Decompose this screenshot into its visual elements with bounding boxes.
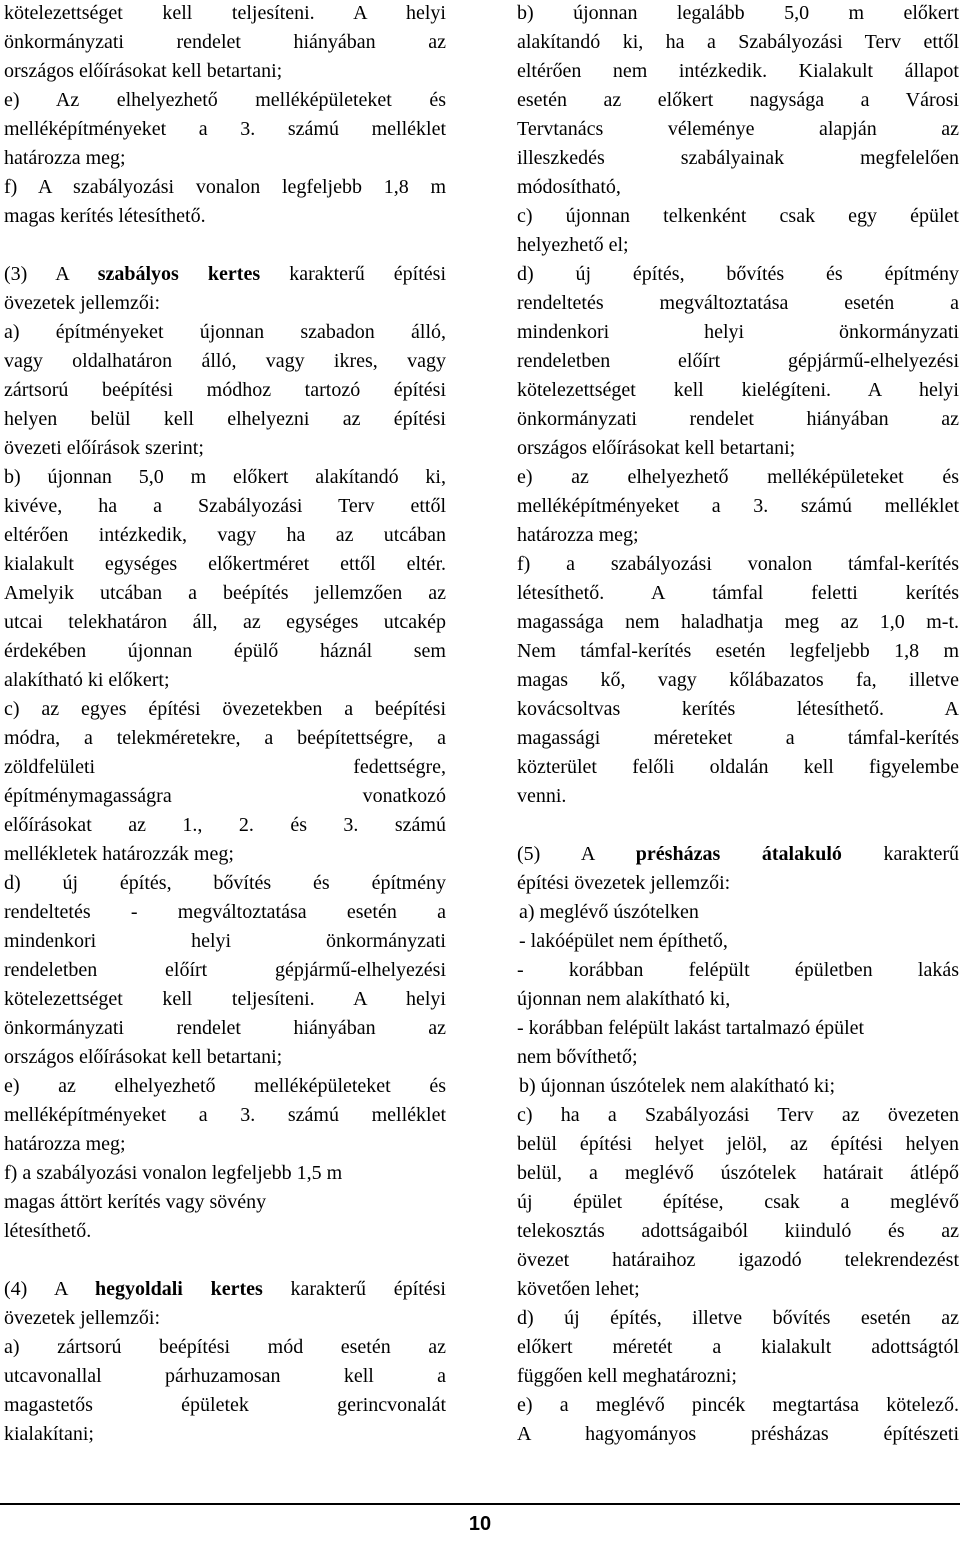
text-line: Amelyik utcában a beépítés jellemzően az	[4, 582, 446, 604]
text-line: b) újonnan 5,0 m előkert alakítandó ki,	[4, 466, 446, 488]
text-line: c) újonnan telkenként csak egy épület	[517, 205, 959, 227]
text-line: magassági méreteket a támfal-kerítés	[517, 727, 959, 749]
text-line: határozza meg;	[4, 1133, 126, 1155]
text-line: rendeltetés - megváltoztatása esetén a	[4, 901, 446, 923]
text-line: országos előírásokat kell betartani;	[4, 60, 283, 82]
text-line: a) építményeket újonnan szabadon álló,	[4, 321, 446, 343]
text-line: - lakóépület nem építhető,	[519, 930, 728, 952]
section-3-heading	[4, 261, 446, 290]
paragraph-gap	[4, 1247, 446, 1276]
text-line: e) az elhelyezhető melléképületeket és	[517, 466, 959, 488]
text-line: alakítható ki előkert;	[4, 669, 170, 691]
text-line: övezetek jellemzői:	[4, 1307, 161, 1329]
text-line: d) új építés, bővítés és építmény	[517, 263, 959, 285]
text-line: Nem támfal-kerítés esetén legfeljebb 1,8 m	[517, 640, 959, 662]
text-line: f) a szabályozási vonalon támfal-kerítés	[517, 553, 959, 575]
text-line: rendeltetés megváltoztatása esetén a	[517, 292, 959, 314]
section-3-suffix: karakterű építési	[260, 263, 446, 285]
text-line: e) a meglévő pincék megtartása kötelező.	[517, 1394, 959, 1416]
text-line: - korábban felépült lakást tartalmazó épület	[517, 1017, 865, 1039]
text-line: - korábban felépült épületben lakás	[517, 959, 959, 981]
text-line: határozza meg;	[4, 147, 126, 169]
text-line: melléképítményeket a 3. számú melléklet	[4, 118, 446, 140]
left-column	[4, 0, 446, 1450]
text-line: f) A szabályozási vonalon legfeljebb 1,8 m	[4, 176, 446, 198]
text-line: magas kerítés létesíthető.	[4, 205, 206, 227]
section-4-title: hegyoldali kertes	[95, 1278, 263, 1300]
text-line: új épület építése, csak a meglévő	[517, 1191, 959, 1213]
text-line: kivéve, ha a Szabályozási Terv ettől	[4, 495, 446, 517]
text-line: módosítható,	[517, 176, 621, 198]
text-line: rendeletben előírt gépjármű-elhelyezési	[517, 350, 959, 372]
text-line: c) az egyes építési övezetekben a beépítési	[4, 698, 446, 720]
text-line: mindenkori helyi önkormányzati	[4, 930, 446, 952]
text-line: önkormányzati rendelet hiányában az	[517, 408, 959, 430]
text-line: melléképítményeket a 3. számú melléklet	[517, 495, 959, 517]
text-line: venni.	[517, 785, 567, 807]
section-5-heading	[517, 841, 959, 870]
text-line: magassága nem haladhatja meg az 1,0 m-t.	[517, 611, 959, 633]
page-number: 10	[468, 1513, 492, 1535]
text-line: e) Az elhelyezhető melléképületeket és	[4, 89, 446, 111]
section-3-title: szabályos kertes	[97, 263, 261, 285]
text-line: önkormányzati rendelet hiányában az	[4, 31, 446, 53]
text-line: építménymagasságra vonatkozó	[4, 785, 446, 807]
text-line: előkert méretét a kialakult adottságtól	[517, 1336, 959, 1358]
text-line: b) újonnan úszótelek nem alakítható ki;	[519, 1075, 836, 1097]
text-line: önkormányzati rendelet hiányában az	[4, 1017, 446, 1039]
text-line: d) új építés, illetve bővítés esetén az	[517, 1307, 959, 1329]
text-line: eltérően nem intézkedik. Kialakult állapot	[517, 60, 959, 82]
text-line: építési övezetek jellemzői:	[517, 872, 731, 894]
right-column	[517, 0, 959, 1450]
text-line: létesíthető.	[4, 1220, 92, 1242]
section-4-prefix: (4) A	[4, 1278, 96, 1300]
text-line: kialakítani;	[4, 1423, 94, 1445]
paragraph-gap	[517, 812, 959, 841]
text-line: követően lehet;	[517, 1278, 640, 1300]
text-line: nem bővíthető;	[517, 1046, 638, 1068]
text-line: Tervtanács véleménye alapján az	[517, 118, 959, 140]
text-line: A hagyományos présházas építészeti	[517, 1423, 959, 1445]
text-line: mindenkori helyi önkormányzati	[517, 321, 959, 343]
text-line: illeszkedés szabályainak megfelelően	[517, 147, 959, 169]
text-line: kovácsoltvas kerítés létesíthető. A	[517, 698, 959, 720]
text-line: e) az elhelyezhető melléképületeket és	[4, 1075, 446, 1097]
text-line: d) új építés, bővítés és építmény	[4, 872, 446, 894]
text-line: a) meglévő úszótelken	[519, 901, 699, 923]
text-line: előírásokat az 1., 2. és 3. számú	[4, 814, 446, 836]
text-line: vagy oldalhatáron álló, vagy ikres, vagy	[4, 350, 446, 372]
text-line: országos előírásokat kell betartani;	[4, 1046, 283, 1068]
text-line: kötelezettséget kell teljesíteni. A helyi	[4, 2, 446, 24]
text-line: rendeletben előírt gépjármű-elhelyezési	[4, 959, 446, 981]
text-line: utcavonallal párhuzamosan kell a	[4, 1365, 446, 1387]
text-line: belül, a meglévő úszótelek határait átlépő	[517, 1162, 959, 1184]
text-line: belül építési helyet jelöl, az építési helyen	[517, 1133, 959, 1155]
text-line: helyezhető el;	[517, 234, 629, 256]
text-line: magas kő, vagy kőlábazatos fa, illetve	[517, 669, 959, 691]
text-line: esetén az előkert nagysága a Városi	[517, 89, 959, 111]
text-line: f) a szabályozási vonalon legfeljebb 1,5 m	[4, 1162, 343, 1184]
text-line: határozza meg;	[517, 524, 639, 546]
text-line: c) ha a Szabályozási Terv az övezeten	[517, 1104, 959, 1126]
text-line: létesíthető. A támfal feletti kerítés	[517, 582, 959, 604]
text-line: telekosztás adottságaiból kiinduló és az	[517, 1220, 959, 1242]
text-line: utcai telekhatáron áll, az egységes utcakép	[4, 611, 446, 633]
text-line: függően kell meghatározni;	[517, 1365, 737, 1387]
section-3-prefix: (3) A	[4, 263, 98, 285]
text-line: helyen belül kell elhelyezni az építési	[4, 408, 446, 430]
text-line: övezet határaihoz igazodó telekrendezést	[517, 1249, 959, 1271]
text-line: érdekében újonnan épülő háznál sem	[4, 640, 446, 662]
section-4-suffix: karakterű építési	[262, 1278, 446, 1300]
section-5-suffix: karakterű	[841, 843, 959, 865]
text-line: magas áttört kerítés vagy sövény	[4, 1191, 267, 1213]
text-line: újonnan nem alakítható ki,	[517, 988, 731, 1010]
section-5-title: présházas átalakuló	[635, 843, 842, 865]
paragraph-gap	[4, 232, 446, 261]
text-line: kialakult egységes előkertméret ettől eltér.	[4, 553, 446, 575]
text-line: módra, a telekméretekre, a beépítettségre, a	[4, 727, 446, 749]
text-line: b) újonnan legalább 5,0 m előkert	[517, 2, 959, 24]
footer-divider	[0, 1503, 960, 1505]
section-5-prefix: (5) A	[517, 843, 636, 865]
text-line: kötelezettséget kell kielégíteni. A helyi	[517, 379, 959, 401]
text-line: zártsorú beépítési módhoz tartozó építési	[4, 379, 446, 401]
text-line: országos előírásokat kell betartani;	[517, 437, 796, 459]
text-line: alakítandó ki, ha a Szabályozási Terv ettől	[517, 31, 959, 53]
text-line: a) zártsorú beépítési mód esetén az	[4, 1336, 446, 1358]
section-4-heading	[4, 1276, 446, 1305]
text-line: kötelezettséget kell teljesíteni. A helyi	[4, 988, 446, 1010]
text-line: zöldfelületi fedettségre,	[4, 756, 446, 778]
text-line: övezetek jellemzői:	[4, 292, 161, 314]
text-line: közterület felőli oldalán kell figyelembe	[517, 756, 959, 778]
text-line: övezeti előírások szerint;	[4, 437, 204, 459]
text-line: melléképítményeket a 3. számú melléklet	[4, 1104, 446, 1126]
text-line: mellékletek határozzák meg;	[4, 843, 234, 865]
text-line: eltérően intézkedik, vagy ha az utcában	[4, 524, 446, 546]
text-line: magastetős épületek gerincvonalát	[4, 1394, 446, 1416]
